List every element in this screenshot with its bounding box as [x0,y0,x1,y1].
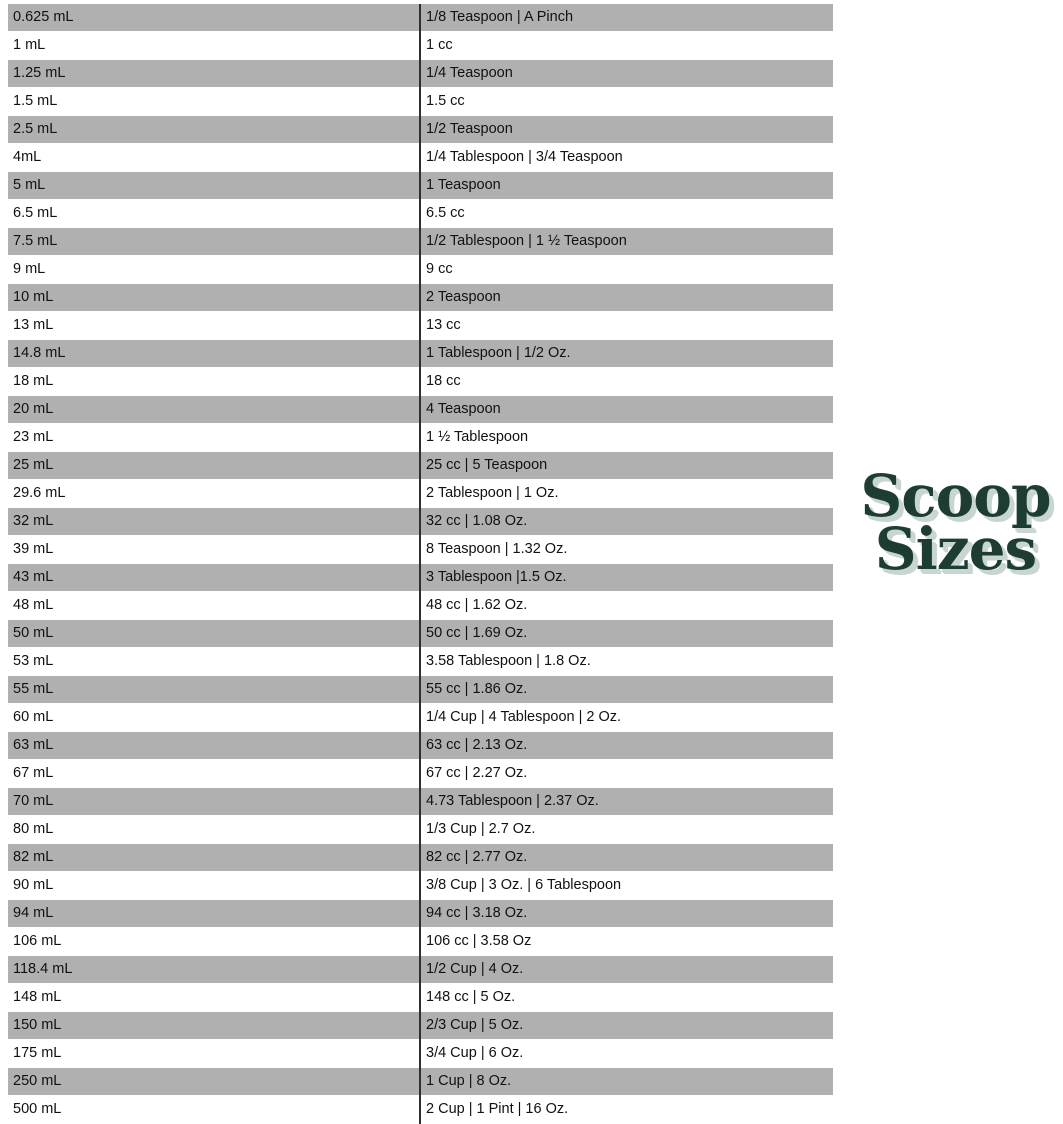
table-row [8,872,833,900]
table-row [8,452,833,480]
cell-equivalent: 18 cc [420,368,833,396]
cell-equivalent: 1/3 Cup | 2.7 Oz. [420,816,833,844]
cell-milliliters: 60 mL [8,704,420,732]
table-row [8,956,833,984]
cell-milliliters: 50 mL [8,620,420,648]
cell-milliliters: 4mL [8,144,420,172]
table-row [8,4,833,32]
table-row [8,592,833,620]
cell-milliliters: 90 mL [8,872,420,900]
cell-equivalent: 1/4 Teaspoon [420,60,833,88]
cell-milliliters: 2.5 mL [8,116,420,144]
cell-equivalent: 1 Tablespoon | 1/2 Oz. [420,340,833,368]
table-row [8,984,833,1012]
cell-equivalent: 106 cc | 3.58 Oz [420,928,833,956]
cell-milliliters: 13 mL [8,312,420,340]
table-row [8,648,833,676]
table-row [8,312,833,340]
table-row [8,788,833,816]
cell-milliliters: 39 mL [8,536,420,564]
cell-equivalent: 9 cc [420,256,833,284]
cell-milliliters: 80 mL [8,816,420,844]
table-row [8,172,833,200]
cell-equivalent: 3 Tablespoon |1.5 Oz. [420,564,833,592]
cell-milliliters: 10 mL [8,284,420,312]
table-row [8,284,833,312]
table-row [8,732,833,760]
cell-milliliters: 150 mL [8,1012,420,1040]
conversion-table [8,4,833,1124]
table-row [8,1096,833,1124]
scoop-sizes-logo [848,462,1063,584]
cell-equivalent: 148 cc | 5 Oz. [420,984,833,1012]
cell-milliliters: 32 mL [8,508,420,536]
table-row [8,928,833,956]
table-row [8,88,833,116]
table-row [8,564,833,592]
table-row [8,228,833,256]
cell-milliliters: 5 mL [8,172,420,200]
table-row [8,508,833,536]
table-row [8,424,833,452]
cell-milliliters: 1 mL [8,32,420,60]
cell-milliliters: 94 mL [8,900,420,928]
cell-milliliters: 1.25 mL [8,60,420,88]
cell-equivalent: 25 cc | 5 Teaspoon [420,452,833,480]
cell-equivalent: 3/8 Cup | 3 Oz. | 6 Tablespoon [420,872,833,900]
cell-equivalent: 82 cc | 2.77 Oz. [420,844,833,872]
cell-milliliters: 6.5 mL [8,200,420,228]
cell-equivalent: 8 Teaspoon | 1.32 Oz. [420,536,833,564]
cell-equivalent: 1/2 Cup | 4 Oz. [420,956,833,984]
conversion-table-body [8,4,833,1124]
table-row [8,816,833,844]
table-row [8,116,833,144]
cell-equivalent: 1/4 Cup | 4 Tablespoon | 2 Oz. [420,704,833,732]
cell-equivalent: 94 cc | 3.18 Oz. [420,900,833,928]
cell-equivalent: 1/8 Teaspoon | A Pinch [420,4,833,32]
cell-milliliters: 14.8 mL [8,340,420,368]
table-row [8,368,833,396]
cell-equivalent: 2 Teaspoon [420,284,833,312]
cell-milliliters: 250 mL [8,1068,420,1096]
cell-equivalent: 67 cc | 2.27 Oz. [420,760,833,788]
cell-equivalent: 63 cc | 2.13 Oz. [420,732,833,760]
cell-milliliters: 53 mL [8,648,420,676]
table-row [8,60,833,88]
cell-milliliters: 23 mL [8,424,420,452]
cell-milliliters: 48 mL [8,592,420,620]
table-row [8,144,833,172]
table-row [8,480,833,508]
cell-milliliters: 43 mL [8,564,420,592]
cell-milliliters: 18 mL [8,368,420,396]
table-row [8,1012,833,1040]
cell-equivalent: 1 ½ Tablespoon [420,424,833,452]
cell-equivalent: 55 cc | 1.86 Oz. [420,676,833,704]
logo-line-scoop: Scoop [860,462,1051,530]
cell-milliliters: 25 mL [8,452,420,480]
cell-equivalent: 2/3 Cup | 5 Oz. [420,1012,833,1040]
cell-milliliters: 0.625 mL [8,4,420,32]
cell-equivalent: 1/4 Tablespoon | 3/4 Teaspoon [420,144,833,172]
cell-equivalent: 2 Cup | 1 Pint | 16 Oz. [420,1096,833,1124]
cell-equivalent: 1 cc [420,32,833,60]
cell-equivalent: 32 cc | 1.08 Oz. [420,508,833,536]
cell-milliliters: 500 mL [8,1096,420,1124]
cell-milliliters: 7.5 mL [8,228,420,256]
cell-equivalent: 1/2 Tablespoon | 1 ½ Teaspoon [420,228,833,256]
cell-milliliters: 82 mL [8,844,420,872]
cell-milliliters: 20 mL [8,396,420,424]
cell-equivalent: 3/4 Cup | 6 Oz. [420,1040,833,1068]
cell-equivalent: 50 cc | 1.69 Oz. [420,620,833,648]
table-row [8,396,833,424]
table-row [8,256,833,284]
table-row [8,1040,833,1068]
table-row [8,340,833,368]
cell-equivalent: 1.5 cc [420,88,833,116]
cell-equivalent: 4.73 Tablespoon | 2.37 Oz. [420,788,833,816]
cell-milliliters: 67 mL [8,760,420,788]
cell-equivalent: 6.5 cc [420,200,833,228]
cell-milliliters: 9 mL [8,256,420,284]
cell-milliliters: 118.4 mL [8,956,420,984]
cell-equivalent: 1/2 Teaspoon [420,116,833,144]
cell-equivalent: 1 Cup | 8 Oz. [420,1068,833,1096]
table-row [8,536,833,564]
table-row [8,900,833,928]
cell-milliliters: 63 mL [8,732,420,760]
cell-equivalent: 1 Teaspoon [420,172,833,200]
table-row [8,844,833,872]
cell-milliliters: 1.5 mL [8,88,420,116]
cell-equivalent: 4 Teaspoon [420,396,833,424]
cell-milliliters: 29.6 mL [8,480,420,508]
cell-equivalent: 2 Tablespoon | 1 Oz. [420,480,833,508]
cell-equivalent: 13 cc [420,312,833,340]
table-row [8,620,833,648]
table-row [8,760,833,788]
table-row [8,200,833,228]
table-row [8,676,833,704]
cell-milliliters: 70 mL [8,788,420,816]
cell-equivalent: 3.58 Tablespoon | 1.8 Oz. [420,648,833,676]
table-row [8,1068,833,1096]
logo-line-sizes: Sizes [874,515,1037,584]
cell-milliliters: 55 mL [8,676,420,704]
table-row [8,704,833,732]
cell-equivalent: 48 cc | 1.62 Oz. [420,592,833,620]
cell-milliliters: 148 mL [8,984,420,1012]
cell-milliliters: 175 mL [8,1040,420,1068]
cell-milliliters: 106 mL [8,928,420,956]
table-row [8,32,833,60]
